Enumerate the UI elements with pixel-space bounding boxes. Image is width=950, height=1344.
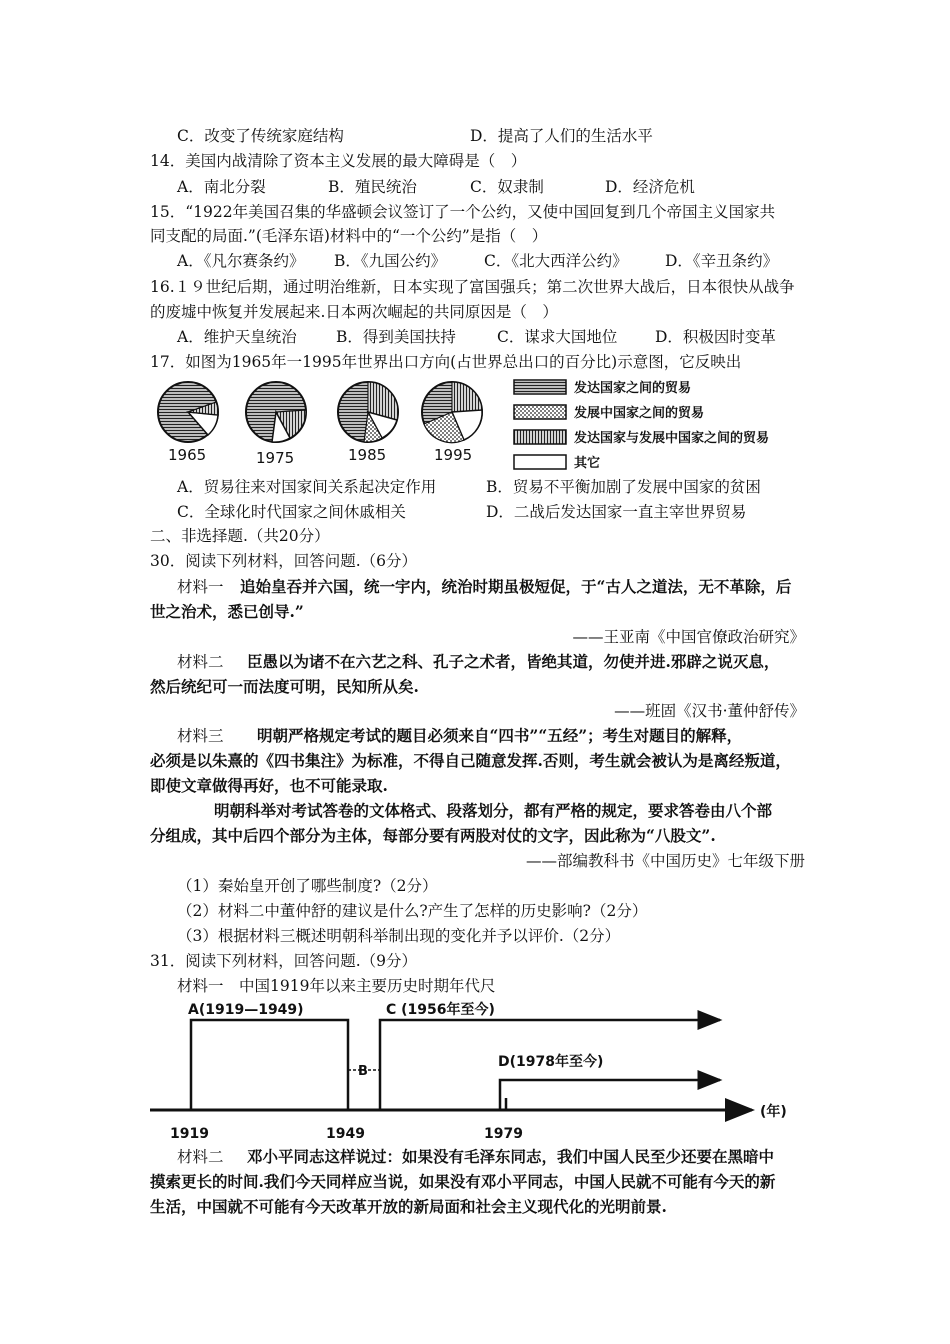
q17-stem: 17．如图为1965年一1995年世界出口方向(占世界总出口的百分比)示意图，它反映出 [150,353,742,371]
q31-material2-line3: 生活，中国就不可能有今天改革开放的新局面和社会主义现代化的光明前景. [150,1197,667,1216]
legend-label-cross: 发达国家与发展中国家之间的贸易 [574,431,770,446]
q30-material1-source: ——王亚南《中国官僚政治研究》 [572,628,805,646]
q30-sub3: （3）根据材料三概述明朝科举制出现的变化并予以评价.（2分） [177,927,621,945]
q15-option-d: D．《辛丑条约》 [665,252,779,270]
q16-stem-line1: 16.１９世纪后期，通过明治维新，日本实现了富国强兵；第二次世界大战后，日本很快从战争 [150,278,795,296]
legend-swatch-other [514,455,566,469]
q17-option-d: D．二战后发达国家一直主宰世界贸易 [486,503,747,521]
period-c-label: C (1956年至今) [386,1002,495,1018]
q31-timeline-figure [148,998,820,1142]
q17-option-c: C．全球化时代国家之间休戚相关 [177,503,406,521]
q16-stem-line2: 的废墟中恢复并发展起来.日本两次崛起的共同原因是（ ） [150,303,558,321]
q30-material3-line2: 必须是以朱熹的《四书集注》为标准，不得自己随意发挥.否则，考生就会被认为是离经叛道， [150,751,791,770]
q30-material1-line1: 追始皇吞并六国，统一宇内，统治时期虽极短促，于“古人之道法，无不革除，后 [240,577,792,596]
q30-material2-line1: 臣愚以为诸不在六艺之科、孔子之术者，皆绝其道，勿使并进.邪辟之说灭息， [247,652,780,671]
q30-material3-source: ——部编教科书《中国历史》七年级下册 [525,852,805,870]
q30-stem: 30．阅读下列材料，回答问题.（6分） [150,552,418,570]
q30-material3-line4: 明朝科举对考试答卷的文体格式、段落划分，都有严格的规定，要求答卷由八个部 [214,801,773,820]
q14-option-d: D．经济危机 [605,178,695,196]
q31-stem: 31．阅读下列材料，回答问题.（9分） [150,952,418,970]
q30-material3-line5: 分组成，其中后四个部分为主体，每部分要有两股对仗的文字，因此称为“八股文”. [150,826,716,845]
q30-material1-label: 材料一 [177,578,224,596]
pie-1965 [158,382,218,442]
q17-option-b: B．贸易不平衡加剧了发展中国家的贫困 [486,478,761,496]
q30-sub2: （2）材料二中董仲舒的建议是什么?产生了怎样的历史影响?（2分） [177,902,648,920]
q31-material2-label: 材料二 [177,1148,224,1166]
period-a-box [191,1020,348,1110]
q16-option-c: C．谋求大国地位 [497,328,618,346]
q30-material3-line3: 即使文章做得再好，也不可能录取. [150,776,388,795]
pie-1975 [246,382,306,442]
period-b-label: B [358,1064,368,1079]
q17-option-a: A．贸易往来对国家间关系起决定作用 [177,478,437,496]
pie-year-1965: 1965 [168,446,207,464]
q13-option-c: C．改变了传统家庭结构 [177,127,344,145]
section-two-heading: 二、非选择题.（共20分） [150,527,330,545]
q16-option-d: D．积极因时变革 [655,328,776,346]
legend-label-developing: 发展中国家之间的贸易 [574,406,705,421]
q16-option-a: A．维护天皇统治 [177,328,297,346]
q14-option-b: B．殖民统治 [328,178,417,196]
q30-material3-label: 材料三 [177,727,224,745]
period-d-line [500,1080,720,1110]
q15-option-b: B．《九国公约》 [334,252,447,270]
q30-material2-source: ——班固《汉书·董仲舒传》 [614,702,805,720]
pie-year-1985: 1985 [348,446,387,464]
q16-option-b: B．得到美国扶持 [336,328,456,346]
q14-stem: 14．美国内战清除了资本主义发展的最大障碍是（ ） [150,152,527,170]
q31-material2-line1: 邓小平同志这样说过：如果没有毛泽东同志，我们中国人民至少还要在黑暗中 [247,1147,775,1166]
q30-sub1: （1）秦始皇开创了哪些制度?（2分） [177,877,438,895]
period-d-label: D(1978年至今) [498,1054,604,1070]
q17-pie-figure [150,372,830,472]
q15-stem-line1: 15．“1922年美国召集的华盛顿会议签订了一个公约，又使中国回复到几个帝国主义国家共 [150,203,776,221]
q30-material3-line1: 明朝严格规定考试的题目必须来自“四书”“五经”；考生对题目的解释， [257,726,743,745]
q15-option-a: A．《凡尔赛条约》 [177,252,305,270]
period-a-label: A(1919—1949) [188,1002,304,1018]
q31-material2-line2: 摸索更长的时间.我们今天同样应当说，如果没有邓小平同志，中国人民就不可能有今天的新 [150,1172,776,1191]
legend-label-developed: 发达国家之间的贸易 [574,381,692,396]
legend-swatch-cross [514,430,566,444]
q14-option-a: A．南北分裂 [177,178,266,196]
pie-year-1995: 1995 [434,446,473,464]
q14-option-c: C．奴隶制 [470,178,544,196]
legend-swatch-developed [514,380,566,394]
tick-label-1919: 1919 [170,1126,209,1142]
pie-1985 [338,382,398,442]
q15-stem-line2: 同支配的局面.”(毛泽东语)材料中的“一个公约”是指（ ） [150,227,548,245]
tick-label-1979: 1979 [484,1126,523,1142]
legend-swatch-developing [514,405,566,419]
tick-label-1949: 1949 [326,1126,365,1142]
legend-label-other: 其它 [574,456,601,471]
axis-unit-label: (年) [760,1104,787,1120]
pie-1995 [422,382,482,443]
q15-option-c: C．《北大西洋公约》 [484,252,628,270]
q30-material2-label: 材料二 [177,653,224,671]
pie-year-1975: 1975 [256,449,295,467]
q30-material1-line2: 世之治术，悉已创导.” [150,602,304,621]
q31-material1-title: 材料一 中国1919年以来主要历史时期年代尺 [177,977,496,995]
q13-option-d: D．提高了人们的生活水平 [470,127,653,145]
q30-material2-line2: 然后统纪可一而法度可明，民知所从矣. [150,677,419,696]
